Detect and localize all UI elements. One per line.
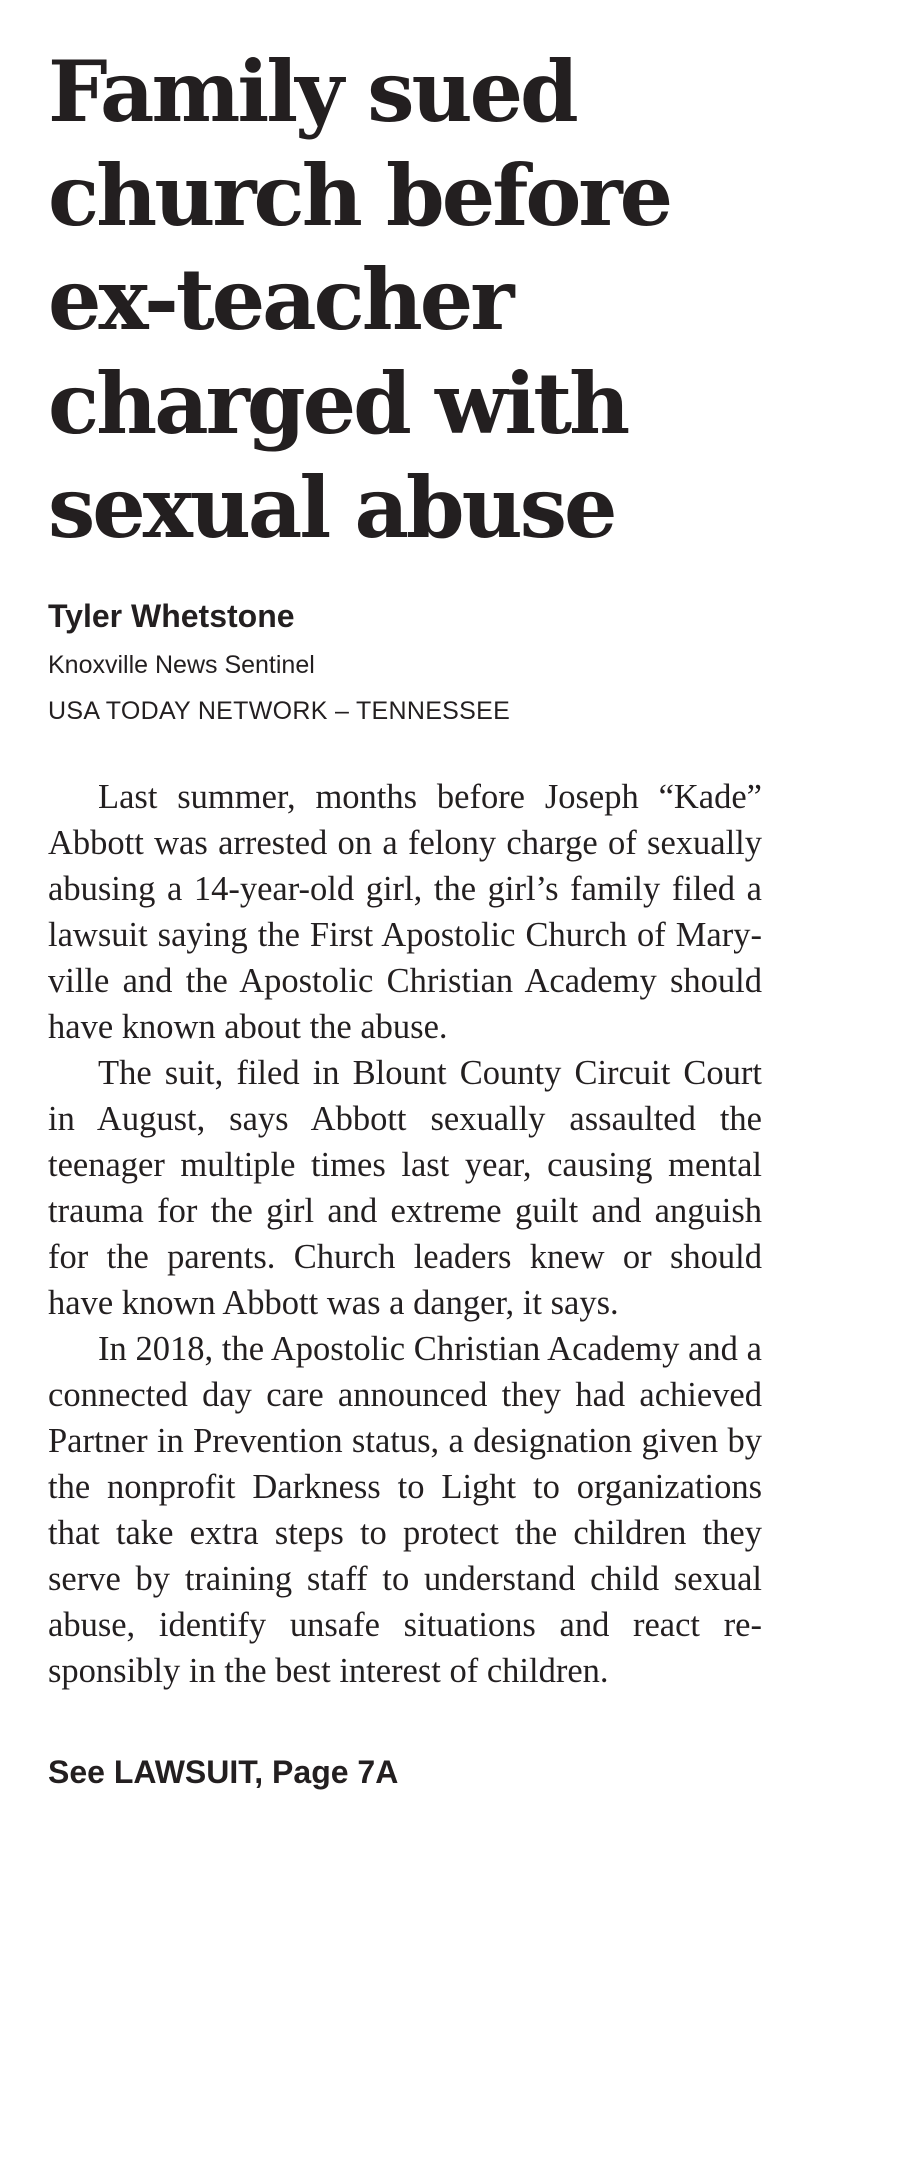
headline-line: church before: [48, 146, 671, 245]
article: [48, 40, 762, 1792]
body-paragraph: In 2018, the Apostolic Christian Academy and a connected day care announced they had achieved Partner in Prevention status, a designation given by the nonprofit Darkness to Light to organizations that take extra steps to protect the children they serve by training staff to understand child sexual abuse, identify unsafe situations and react responsibly in the best interest of children.: [48, 1330, 762, 1690]
article-body: [48, 774, 762, 1694]
jump-line-link[interactable]: See LAWSUIT, Page 7A: [48, 1754, 399, 1790]
headline: [48, 40, 762, 560]
body-paragraph: The suit, filed in Blount County Circuit Court in August, says Abbott sexually assaulted the teenager multiple times last year, causing mental trauma for the girl and extreme guilt and anguish for the parents. Church leaders knew or should have known Abbott was a danger, it says.: [48, 1054, 762, 1322]
headline-line: Family sued: [48, 42, 576, 141]
outlet-name: Knoxville News Sentinel: [48, 651, 315, 679]
author-name: Tyler Whetstone: [48, 598, 295, 634]
headline-line: ex-teacher: [48, 250, 512, 349]
body-paragraph: Last summer, months before Joseph “Kade” Abbott was arrested on a felony charge of sexually abusing a 14-year-old girl, the girl’s family filed a lawsuit saying the First Apostolic Church of Maryville and the Apostolic Christian Academy should have known about the abuse.: [48, 778, 762, 1046]
byline: [48, 596, 762, 728]
headline-line: sexual abuse: [48, 458, 615, 557]
network-name: USA TODAY NETWORK – TENNESSEE: [48, 697, 511, 725]
headline-line: charged with: [48, 354, 628, 453]
